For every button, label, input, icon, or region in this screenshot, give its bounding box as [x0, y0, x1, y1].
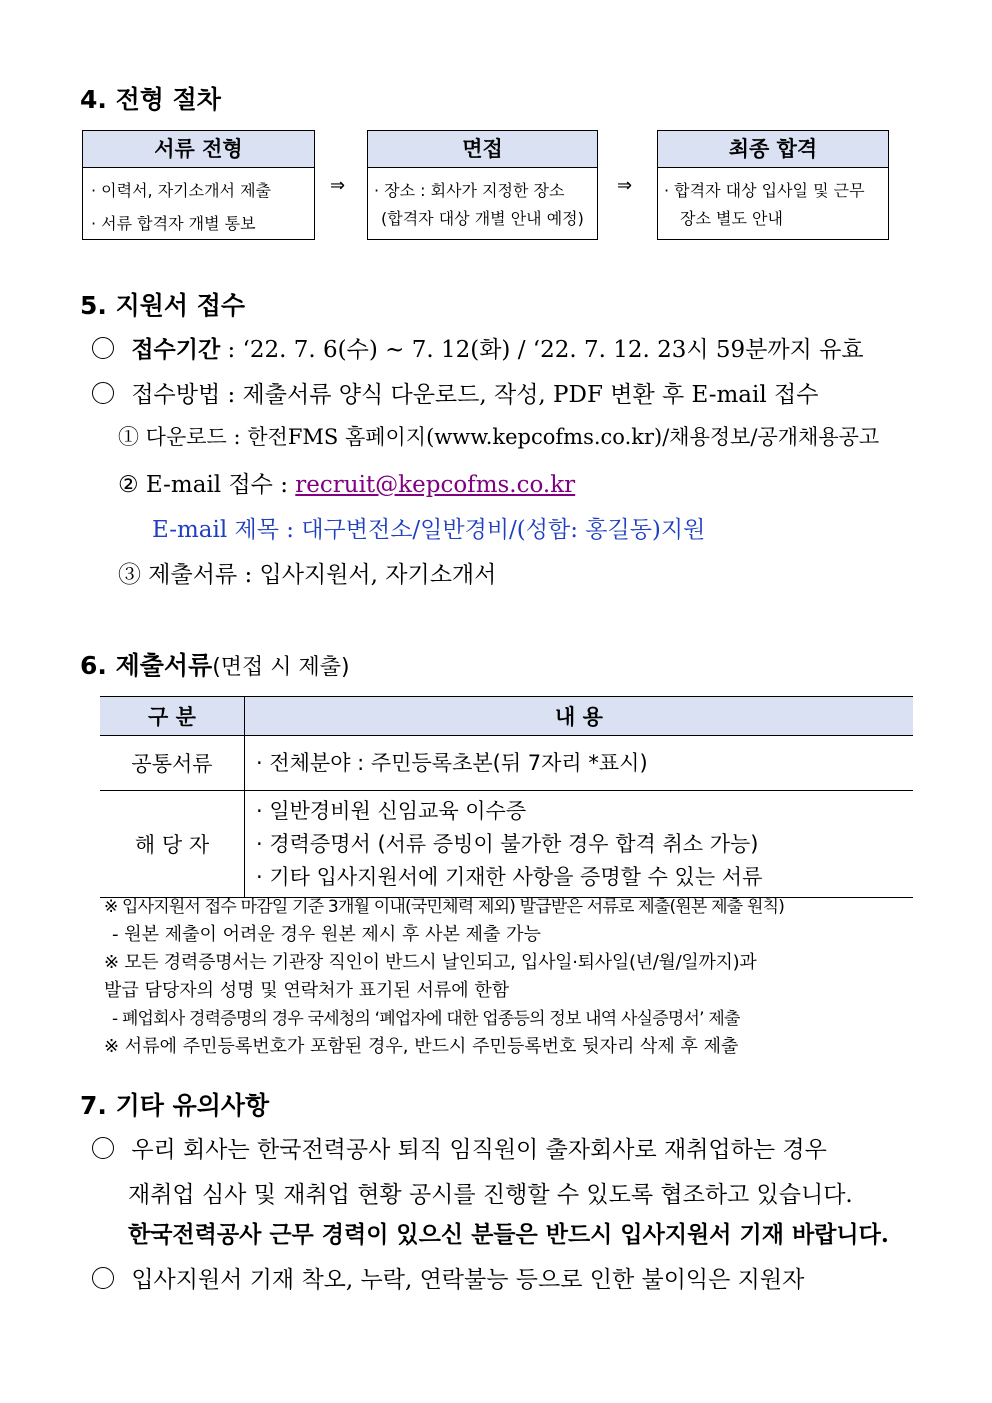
- notice-paragraph-2: [92, 1261, 804, 1294]
- email-subject: E-mail 제목 : 대구변전소/일반경비/(성함: 홍길동)지원: [152, 517, 706, 543]
- note-line: 발급 담당자의 성명 및 연락처가 표기된 서류에 한함: [104, 980, 510, 1001]
- table-cell-line: · 경력증명서 (서류 증빙이 불가한 경우 합격 취소 가능): [256, 831, 759, 856]
- table-header: 내 용: [245, 697, 914, 736]
- section-6-title-main: 6. 제출서류: [80, 651, 213, 680]
- notice-paragraph-1: [92, 1131, 827, 1164]
- step-line: (합격자 대상 개별 안내 예정): [381, 209, 584, 228]
- email-link[interactable]: recruit@kepcofms.co.kr: [295, 472, 576, 498]
- table-cell-line: · 전체분야 : 주민등록초본(뒤 7자리 *표시): [256, 750, 648, 775]
- step-document-screening: [82, 130, 315, 240]
- table-cell-line: · 일반경비원 신임교육 이수증: [256, 798, 527, 823]
- table-row: [100, 736, 913, 791]
- step-line: · 합격자 대상 입사일 및 근무: [664, 181, 865, 200]
- circle-bullet-icon: [92, 337, 114, 359]
- receipt-period: [92, 331, 864, 364]
- receipt-period-value: : ‘22. 7. 6(수) ~ 7. 12(화) / ‘22. 7. 12. 23시 59분까지 유효: [220, 337, 864, 363]
- note-line: - 원본 제출이 어려운 경우 원본 제시 후 사본 제출 가능: [112, 924, 541, 945]
- table-row: [100, 791, 913, 898]
- arrow-icon: ⇒: [330, 175, 346, 196]
- section-6-title: [80, 646, 350, 682]
- step-final-pass: [657, 130, 889, 240]
- receipt-method: [92, 376, 818, 409]
- note-line: ※ 서류에 주민등록번호가 포함된 경우, 반드시 주민등록번호 뒷자리 삭제 후 제출: [104, 1036, 739, 1057]
- section-7-title: 7. 기타 유의사항: [80, 1091, 270, 1120]
- section-5-title: 5. 지원서 접수: [80, 291, 246, 320]
- receipt-method-text: 접수방법 : 제출서류 양식 다운로드, 작성, PDF 변환 후 E-mail 접수: [131, 382, 819, 408]
- table-header: 구 분: [100, 697, 245, 736]
- receipt-period-label: 접수기간: [131, 336, 221, 363]
- documents-item: ③ 제출서류 : 입사지원서, 자기소개서: [118, 562, 497, 588]
- step-line: · 서류 합격자 개별 통보: [91, 214, 256, 233]
- table-cell-line: · 기타 입사지원서에 기재한 사항을 증명할 수 있는 서류: [256, 864, 763, 889]
- note-line: ※ 입사지원서 접수 마감일 기준 3개월 이내(국민체력 제외) 발급받은 서류로 제출(원본 제출 원칙): [104, 897, 785, 917]
- circle-bullet-icon: [92, 382, 114, 404]
- circle-bullet-icon: [92, 1267, 114, 1289]
- step-line: · 장소 : 회사가 지정한 장소: [374, 181, 565, 200]
- table-cell-category: 해 당 자: [100, 791, 245, 898]
- notice-line: 입사지원서 기재 착오, 누락, 연락불능 등으로 인한 불이익은 지원자: [131, 1267, 805, 1293]
- section-6-title-suffix: (면접 시 제출): [212, 655, 350, 680]
- table-cell-content: [245, 791, 914, 898]
- documents-table: [100, 696, 913, 898]
- download-item: ① 다운로드 : 한전FMS 홈페이지(www.kepcofms.co.kr)/채용정보/공개채용공고: [118, 425, 880, 449]
- table-cell-category: 공통서류: [100, 736, 245, 791]
- email-label: ② E-mail 접수 :: [118, 472, 296, 498]
- step-title: 면접: [368, 131, 597, 168]
- circle-bullet-icon: [92, 1137, 114, 1159]
- email-item: [118, 466, 575, 499]
- step-title: 서류 전형: [83, 131, 314, 168]
- table-cell-content: [245, 736, 914, 791]
- notice-line: 재취업 심사 및 재취업 현황 공시를 진행할 수 있도록 협조하고 있습니다.: [128, 1182, 853, 1208]
- section-4-title: 4. 전형 절차: [80, 85, 221, 114]
- step-line: 장소 별도 안내: [680, 209, 783, 228]
- note-line: ※ 모든 경력증명서는 기관장 직인이 반드시 날인되고, 입사일·퇴사일(년/월/일까지)과: [104, 952, 757, 973]
- notice-line: 우리 회사는 한국전력공사 퇴직 임직원이 출자회사로 재취업하는 경우: [131, 1137, 827, 1163]
- step-title: 최종 합격: [658, 131, 888, 168]
- notice-line-emphasis: 한국전력공사 근무 경력이 있으신 분들은 반드시 입사지원서 기재 바랍니다.: [128, 1221, 889, 1248]
- step-interview: [367, 130, 598, 240]
- arrow-icon: ⇒: [617, 175, 633, 196]
- note-line: - 폐업회사 경력증명의 경우 국세청의 ‘폐업자에 대한 업종등의 정보 내역 사실증명서’ 제출: [112, 1009, 740, 1029]
- step-line: · 이력서, 자기소개서 제출: [91, 181, 271, 200]
